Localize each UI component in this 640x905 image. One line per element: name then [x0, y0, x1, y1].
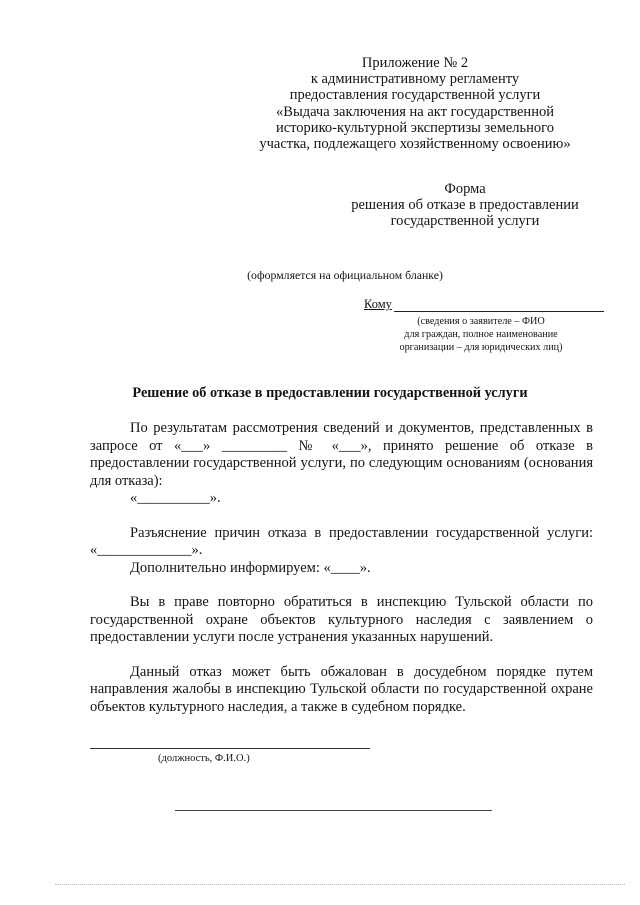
appendix-line: историко-культурной экспертизы земельного — [275, 119, 555, 136]
spacer — [90, 577, 593, 594]
paragraph-appeal: Данный отказ может быть обжалован в досудебном порядке путем направления жалобы в инспекцию Тульской области по государственной охране объектов культурного наследия, а также в судебном порядке. — [90, 663, 593, 715]
recipient-hint-line: (сведения о заявителе – ФИО — [417, 316, 545, 327]
decision-title: Решение об отказе в предоставлении государственной услуги — [132, 385, 528, 401]
recipient-hint-line: организации – для юридических лиц) — [399, 342, 563, 353]
form-label-line: решения об отказе в предоставлении — [351, 197, 579, 214]
recipient-fill-line — [394, 299, 604, 312]
recipient-block — [364, 297, 604, 354]
signature-caption: (должность, Ф.И.О.) — [158, 753, 250, 764]
appendix-line: к административному регламенту — [310, 71, 520, 88]
bottom-rule — [175, 810, 492, 811]
recipient-label: Кому — [364, 297, 392, 311]
form-label-line: государственной услуги — [390, 213, 540, 230]
appendix-line: участка, подлежащего хозяйственному освоению» — [259, 136, 571, 153]
signature-line — [90, 748, 370, 749]
official-blank-note: (оформляется на официальном бланке) — [247, 268, 443, 282]
form-label — [330, 181, 600, 230]
spacer — [90, 647, 593, 664]
scan-artifact-line — [55, 884, 625, 885]
recipient-hint — [376, 315, 586, 354]
additional-info: Дополнительно информируем: «____». — [130, 559, 371, 576]
recipient-row — [364, 297, 604, 312]
spacer — [90, 508, 593, 525]
form-label-line: Форма — [444, 181, 486, 197]
appendix-line: «Выдача заключения на акт государственной — [276, 103, 554, 120]
signature-block — [90, 748, 370, 764]
paragraph-explanation: Разъяснение причин отказа в предоставлении государственной услуги: «_____________». — [90, 524, 593, 558]
paragraph-grounds: По результатам рассмотрения сведений и документов, представленных в запросе от «___» _________ № «___», принято решение об отказе в предоставлении государственной услуги, по следующим основаниям (основания для отказа): — [90, 420, 593, 489]
appendix-line: Приложение № 2 — [361, 55, 469, 71]
paragraph-reapply: Вы в праве повторно обратиться в инспекцию Тульской области по государственной охране объектов культурного наследия с заявлением о предоставлении услуги после устранения указанных нарушений. — [90, 594, 593, 645]
appendix-header — [230, 55, 600, 152]
appendix-line: предоставления государственной услуги — [289, 87, 541, 104]
recipient-hint-line: для граждан, полное наименование — [404, 329, 558, 340]
grounds-placeholder: «__________». — [130, 490, 221, 506]
decision-body — [90, 420, 593, 716]
